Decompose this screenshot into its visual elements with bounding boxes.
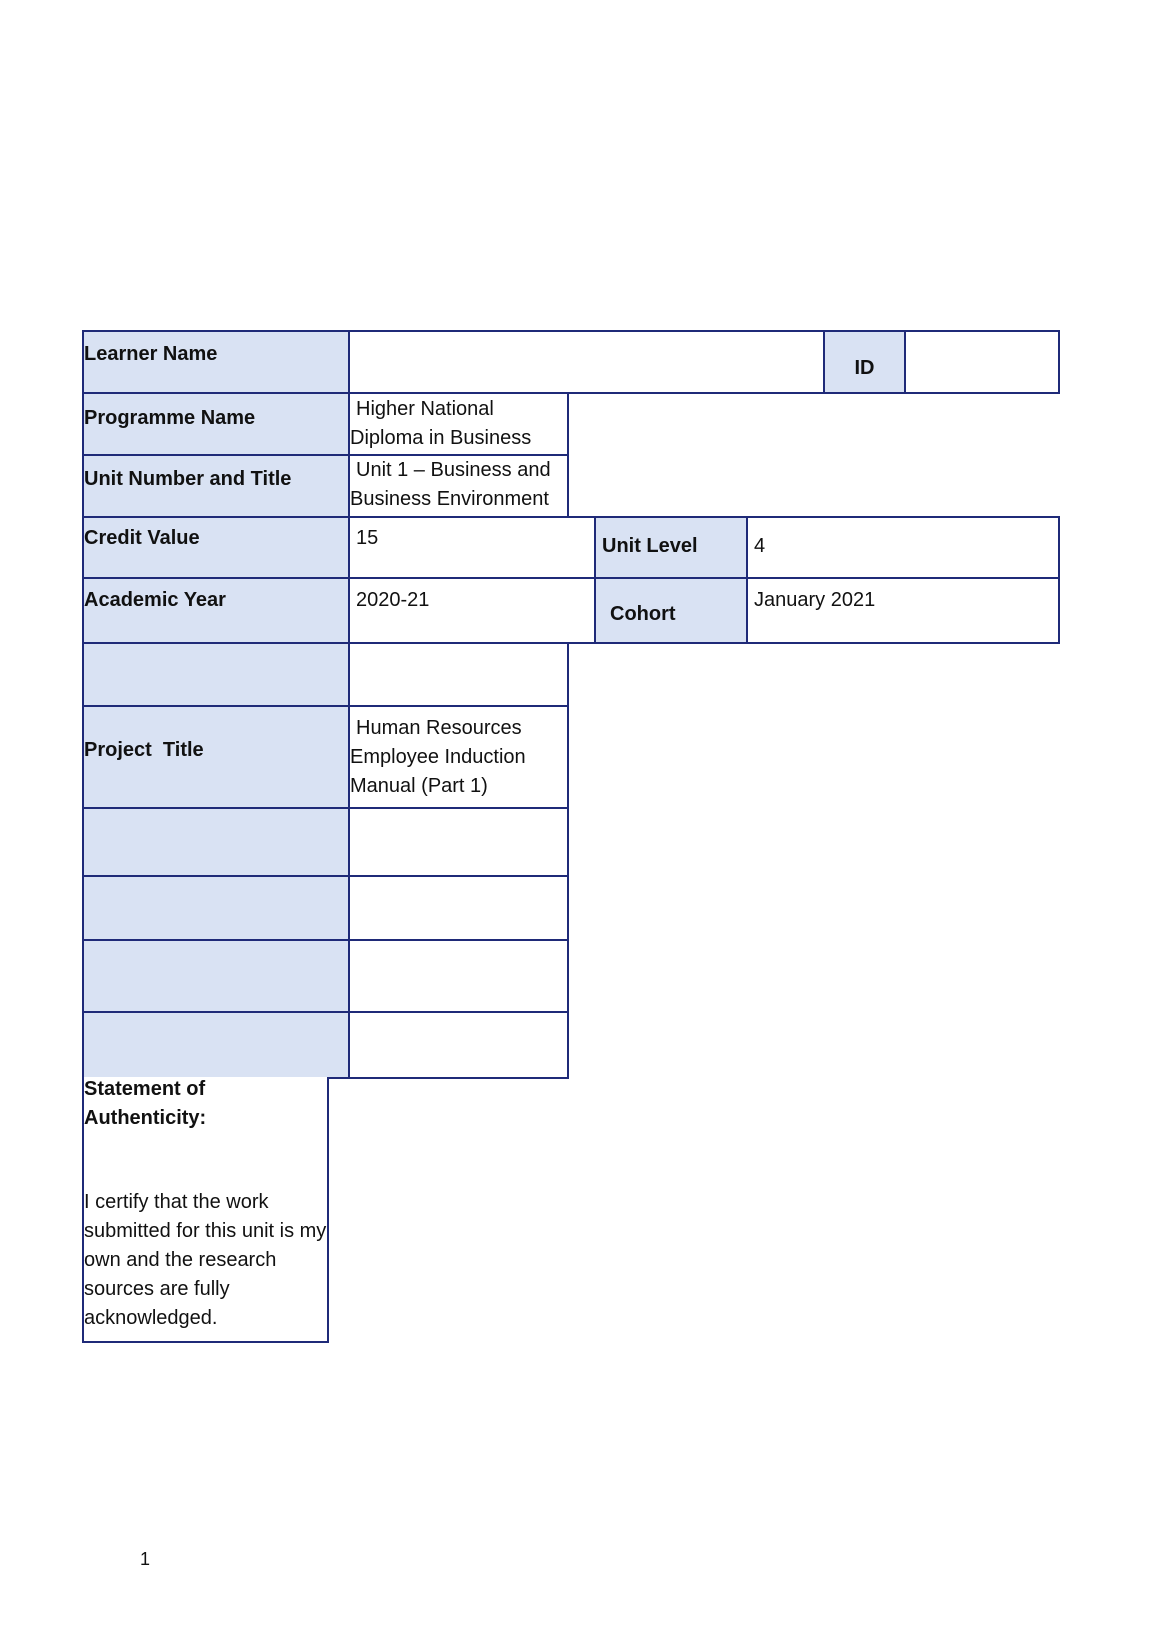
blank-label-cell bbox=[82, 642, 350, 707]
learner-name-label: Learner Name bbox=[84, 343, 218, 365]
unit-level-label: Unit Level bbox=[602, 535, 698, 557]
unit-label-cell bbox=[82, 454, 350, 518]
programme-name-field bbox=[348, 392, 569, 456]
blank-value-cell bbox=[348, 807, 569, 877]
id-label-cell bbox=[823, 330, 906, 394]
learner-name-label-cell bbox=[82, 330, 350, 394]
statement-of-authenticity bbox=[82, 1077, 329, 1343]
blank-label-cell bbox=[82, 939, 350, 1013]
project-title-label-cell bbox=[82, 705, 350, 809]
academic-year-label-cell bbox=[82, 577, 350, 644]
page-number: 1 bbox=[140, 1549, 151, 1569]
programme-name-label-cell bbox=[82, 392, 350, 456]
credit-value: 15 bbox=[356, 527, 379, 549]
academic-year-value: 2020-21 bbox=[356, 589, 430, 611]
cohort-value: January 2021 bbox=[754, 589, 876, 611]
credit-value-label: Credit Value bbox=[84, 527, 200, 549]
unit-label: Unit Number and Title bbox=[84, 468, 292, 490]
learner-name-field[interactable] bbox=[348, 330, 825, 394]
blank-value-cell bbox=[348, 875, 569, 941]
blank-value-cell bbox=[348, 642, 569, 707]
credit-value-label-cell bbox=[82, 516, 350, 579]
statement-text: I certify that the work submitted for this unit is my own and the research sources are fully acknowledged. bbox=[84, 1191, 327, 1329]
blank-label-cell bbox=[82, 875, 350, 941]
id-label: ID bbox=[854, 357, 875, 379]
project-title-field bbox=[348, 705, 569, 809]
statement-title: Statement of Authenticity: bbox=[84, 1078, 207, 1129]
unit-level-value: 4 bbox=[754, 535, 766, 557]
blank-label-cell bbox=[82, 807, 350, 877]
blank-value-cell bbox=[348, 1011, 569, 1079]
programme-name-label: Programme Name bbox=[84, 407, 256, 429]
cohort-field bbox=[746, 577, 1060, 644]
unit-field bbox=[348, 454, 569, 518]
unit-level-field bbox=[746, 516, 1060, 579]
cohort-label-cell bbox=[594, 577, 748, 644]
project-title-value: Human Resources Employee Induction Manual (Part 1) bbox=[350, 717, 526, 797]
cohort-label: Cohort bbox=[610, 603, 676, 625]
credit-value-field bbox=[348, 516, 596, 579]
blank-value-cell bbox=[348, 939, 569, 1013]
id-field[interactable] bbox=[904, 330, 1060, 394]
academic-year-field bbox=[348, 577, 596, 644]
unit-value: Unit 1 – Business and Business Environment bbox=[350, 459, 551, 510]
programme-name-value: Higher National Diploma in Business bbox=[350, 398, 532, 449]
project-title-label: Project Title bbox=[84, 739, 204, 761]
blank-label-cell bbox=[82, 1011, 350, 1079]
unit-level-label-cell bbox=[594, 516, 748, 579]
academic-year-label: Academic Year bbox=[84, 589, 226, 611]
